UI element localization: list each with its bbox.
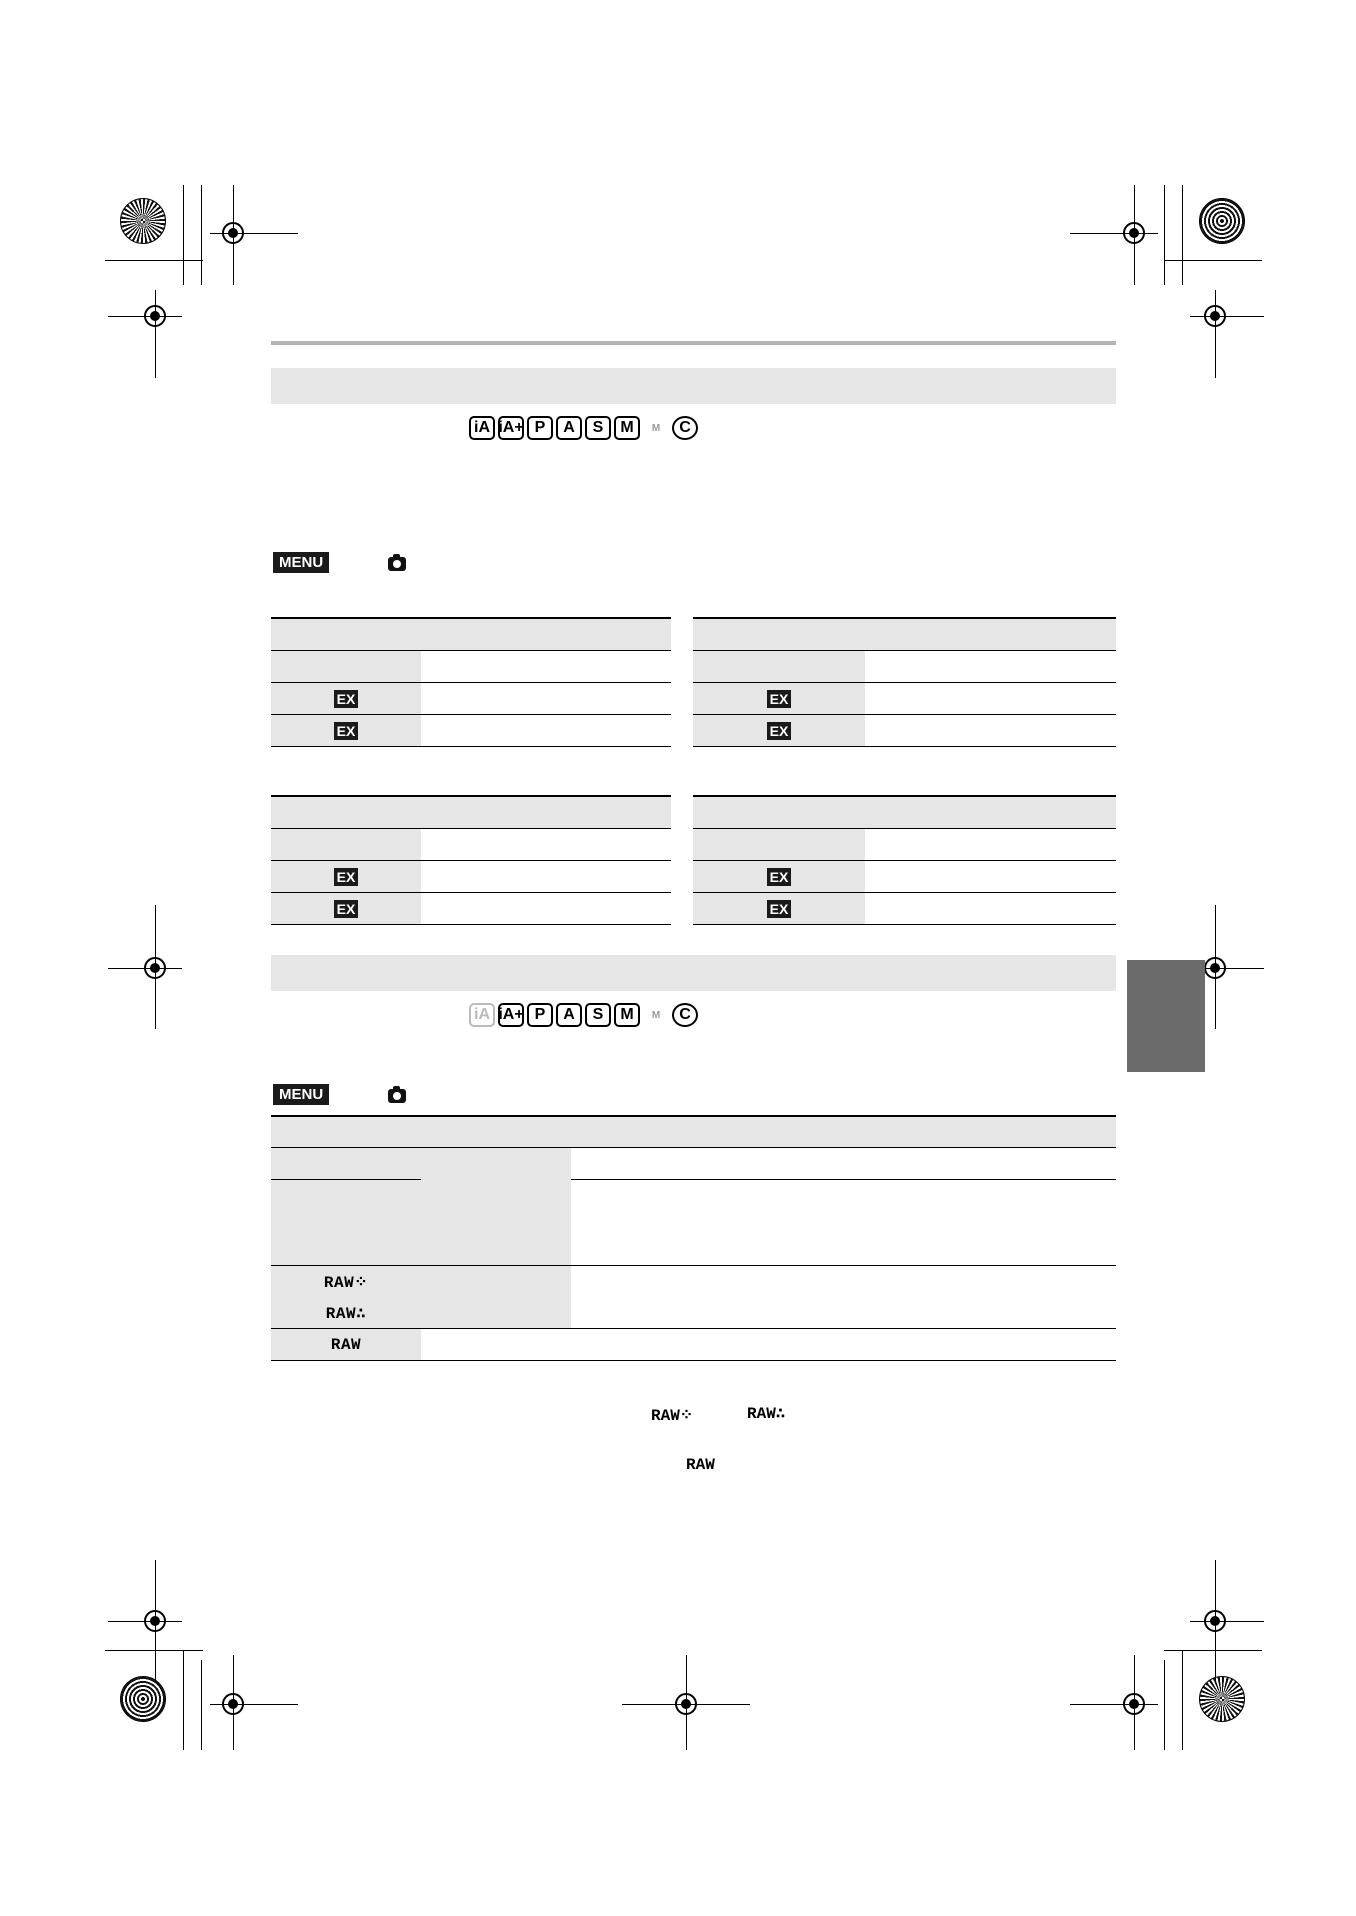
crosshair-target — [675, 1693, 697, 1715]
crop-line — [1164, 1660, 1165, 1750]
table-cell — [693, 618, 865, 651]
aperture-mode-icon: A — [556, 416, 582, 440]
table-row — [271, 651, 671, 683]
table-cell — [271, 1329, 421, 1361]
registration-star-bottom-left — [120, 1676, 166, 1722]
table-cell — [865, 683, 1116, 715]
picture-size-table-right-2 — [693, 795, 1116, 925]
table-cell — [865, 861, 1116, 893]
table-cell — [421, 796, 671, 829]
table-cell — [421, 715, 671, 747]
aperture-mode-icon: A — [556, 1003, 582, 1027]
table-row — [271, 861, 671, 893]
table-cell — [693, 651, 865, 683]
table-row — [693, 893, 1116, 925]
section-heading-band — [271, 368, 1116, 404]
table-cell — [271, 618, 421, 651]
crosshair-target — [1204, 957, 1226, 979]
table-cell — [693, 683, 865, 715]
table-cell — [571, 1116, 1116, 1148]
table-cell — [865, 618, 1116, 651]
table-header-row — [271, 796, 671, 829]
extended-zoom-icon: EX — [767, 722, 792, 740]
picture-size-table-left — [271, 617, 671, 747]
raw-standard-icon: RAW∴ — [747, 1405, 786, 1423]
crop-line — [1164, 1650, 1262, 1651]
table-cell — [421, 1148, 571, 1266]
table-cell — [271, 683, 421, 715]
table-header-row — [271, 618, 671, 651]
registration-star-top-left — [120, 198, 166, 244]
crosshair-target — [1123, 1693, 1145, 1715]
menu-icon: MENU — [273, 1084, 329, 1105]
table-cell — [421, 651, 671, 683]
crop-line — [105, 1650, 203, 1651]
table-cell — [271, 829, 421, 861]
table-row — [271, 1180, 1116, 1266]
raw-standard-icon: RAW∴ — [325, 1304, 367, 1323]
table-cell — [271, 715, 421, 747]
intelligent-auto-plus-mode-icon: iA+ — [498, 416, 524, 440]
table-cell — [271, 651, 421, 683]
table-cell — [571, 1266, 1116, 1329]
table-cell — [865, 715, 1116, 747]
crosshair-target — [144, 957, 166, 979]
quality-table — [271, 1115, 1116, 1361]
crosshair-v — [155, 290, 156, 378]
table-cell — [421, 618, 671, 651]
table-cell — [271, 1180, 421, 1266]
creative-video-mode-icon: M — [651, 1009, 661, 1021]
raw-fine-icon: RAW⁘ — [651, 1407, 694, 1425]
camera-icon — [388, 557, 406, 571]
table-cell — [271, 861, 421, 893]
picture-size-table-right — [693, 617, 1116, 747]
table-cell — [693, 715, 865, 747]
table-cell — [865, 829, 1116, 861]
table-row — [693, 683, 1116, 715]
camera-icon — [388, 1089, 406, 1103]
crop-line — [1182, 1650, 1183, 1750]
manual-mode-icon: M — [614, 1003, 640, 1027]
crosshair-target — [222, 222, 244, 244]
raw-only-icon: RAW — [686, 1456, 715, 1474]
registration-star-top-right — [1199, 198, 1245, 244]
table-cell — [571, 1329, 1116, 1361]
crop-line — [183, 185, 184, 285]
table-header-row — [693, 618, 1116, 651]
section-heading-band — [271, 955, 1116, 991]
table-row — [693, 715, 1116, 747]
crosshair-target — [1204, 305, 1226, 327]
table-row — [271, 683, 671, 715]
crosshair-target — [1123, 222, 1145, 244]
crop-line — [1164, 185, 1165, 285]
extended-zoom-icon: EX — [767, 690, 792, 708]
table-cell — [693, 829, 865, 861]
table-row — [271, 715, 671, 747]
table-row — [693, 651, 1116, 683]
extended-zoom-icon: EX — [767, 900, 792, 918]
table-cell — [571, 1148, 1116, 1180]
table-cell — [693, 893, 865, 925]
extended-zoom-icon: EX — [767, 868, 792, 886]
available-modes — [469, 416, 698, 440]
crosshair-target — [1204, 1610, 1226, 1632]
crosshair-target — [222, 1693, 244, 1715]
table-row — [693, 829, 1116, 861]
table-cell — [271, 1148, 421, 1180]
table-row — [271, 829, 671, 861]
table-row — [271, 893, 671, 925]
manual-mode-icon: M — [614, 416, 640, 440]
raw-only-icon: RAW — [330, 1335, 362, 1354]
crosshair-target — [144, 305, 166, 327]
table-cell — [421, 1266, 571, 1329]
creative-control-mode-icon: C — [672, 416, 698, 440]
table-cell — [271, 1266, 421, 1298]
table-cell — [693, 796, 865, 829]
extended-zoom-icon: EX — [334, 868, 359, 886]
table-row — [693, 861, 1116, 893]
crosshair-h — [1190, 316, 1264, 317]
intelligent-auto-mode-icon: iA — [469, 1003, 495, 1027]
intelligent-auto-mode-icon: iA — [469, 416, 495, 440]
extended-zoom-icon: EX — [334, 690, 359, 708]
available-modes-2 — [469, 1003, 698, 1027]
table-cell — [421, 893, 671, 925]
table-cell — [271, 1297, 421, 1329]
crosshair-target — [144, 1610, 166, 1632]
crop-line — [201, 1660, 202, 1750]
table-cell — [865, 893, 1116, 925]
crop-line — [201, 185, 202, 285]
registration-star-bottom-right — [1199, 1676, 1245, 1722]
program-mode-icon: P — [527, 416, 553, 440]
table-cell — [693, 861, 865, 893]
extended-zoom-icon: EX — [334, 900, 359, 918]
crop-line — [183, 1650, 184, 1750]
table-row — [271, 1266, 1116, 1298]
table-header-row — [693, 796, 1116, 829]
table-cell — [421, 1329, 571, 1361]
table-cell — [271, 796, 421, 829]
creative-control-mode-icon: C — [672, 1003, 698, 1027]
menu-icon: MENU — [273, 552, 329, 573]
table-row — [271, 1329, 1116, 1361]
table-cell — [271, 1116, 421, 1148]
table-cell — [271, 893, 421, 925]
picture-size-table-left-2 — [271, 795, 671, 925]
table-cell — [865, 796, 1116, 829]
table-cell — [421, 829, 671, 861]
crop-line — [1164, 260, 1262, 261]
crosshair-h — [1190, 1621, 1264, 1622]
table-cell — [571, 1180, 1116, 1266]
shutter-mode-icon: S — [585, 1003, 611, 1027]
table-row — [271, 1148, 1116, 1180]
header-rule — [271, 341, 1116, 345]
table-header-row — [271, 1116, 1116, 1148]
crop-line — [1182, 185, 1183, 285]
table-cell — [421, 683, 671, 715]
extended-zoom-icon: EX — [334, 722, 359, 740]
shutter-mode-icon: S — [585, 416, 611, 440]
program-mode-icon: P — [527, 1003, 553, 1027]
table-cell — [421, 861, 671, 893]
chapter-side-tab — [1127, 960, 1205, 1072]
intelligent-auto-plus-mode-icon: iA+ — [498, 1003, 524, 1027]
creative-video-mode-icon: M — [651, 422, 661, 434]
crosshair-v — [1215, 290, 1216, 378]
raw-fine-icon: RAW⁘ — [323, 1273, 369, 1292]
table-cell — [865, 651, 1116, 683]
table-cell — [421, 1116, 571, 1148]
crop-line — [105, 260, 203, 261]
